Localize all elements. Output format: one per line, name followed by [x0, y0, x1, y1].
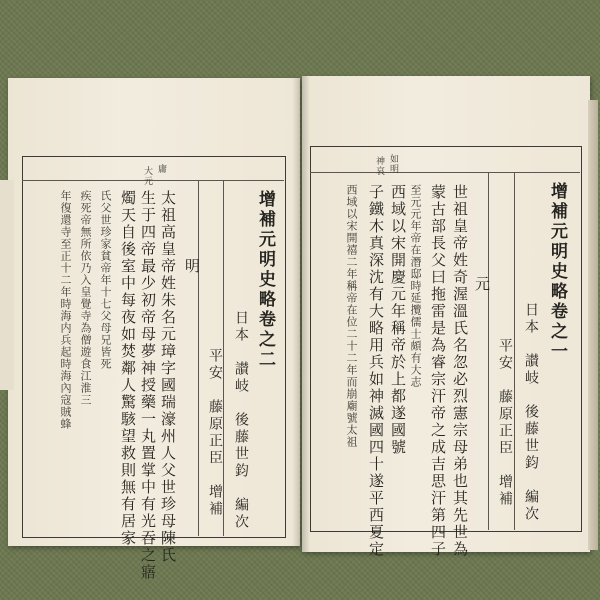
right-text-column: 西域以宋開禧二年稱帝在位二十二年而崩廟號太祖: [345, 184, 358, 448]
right-column-rule: [488, 172, 489, 530]
left-text-column: 氏父世珍家貧帝年十七父母兄皆死: [99, 190, 112, 370]
left-text-column: 生于四帝最少初帝母夢神授藥一丸置掌中有光吞之寤: [139, 190, 157, 581]
left-column-rule: [223, 180, 224, 536]
left-author-line: 日本 讃岐 後藤世鈞 編次: [233, 310, 249, 531]
right-author-line: 日本 讃岐 後藤世鈞 編次: [523, 302, 539, 523]
right-section-heading: 元: [473, 276, 491, 293]
right-text-column: 至元元年帝在潛邸時延攬儒士頗有大志: [409, 184, 422, 388]
right-text-column: 蒙古部長父曰拖雷是為睿宗汗帝之成吉思汗第四子: [429, 184, 447, 558]
left-author-line: 平安 藤原正臣 增補: [207, 348, 223, 518]
left-margin-note: 大元: [142, 166, 152, 186]
left-header-rule: [22, 180, 284, 181]
left-text-column: 太祖高皇帝姓朱名元璋字國瑞濠州人父世珍母陳氏: [159, 190, 177, 564]
right-page-title: 增補元明史略卷之一: [547, 182, 567, 362]
right-page: [302, 76, 590, 558]
right-text-column: 西域以宋開慶元年稱帝於上都遂國號: [389, 184, 407, 456]
right-header-rule: [310, 172, 580, 173]
left-leaf-edge: [0, 180, 14, 390]
right-margin-note: 神哀: [374, 156, 384, 176]
left-text-column: 燭天自後室中每夜如焚鄰人驚駭望救則無有居家: [119, 190, 137, 547]
left-column-rule: [198, 180, 199, 536]
left-page: [8, 78, 300, 581]
left-page-gutter-shadow: [292, 78, 300, 546]
left-text-column: 疾死帝無所依乃入皇覺寺為僧遊食江淮三: [79, 190, 92, 406]
right-column-rule: [514, 172, 515, 530]
right-leaf-stack-edge: [588, 100, 598, 550]
left-text-column: 年復還寺至正十二年時海内兵起時海內寇賊蜂: [59, 190, 72, 430]
right-margin-note: 如明: [388, 154, 398, 174]
left-margin-note: 庸: [156, 164, 166, 174]
left-page-title: 增補元明史略卷之二: [255, 190, 275, 370]
right-text-column: 世祖皇帝姓奇渥溫氏名忽必烈憲宗母弟也其先世為: [451, 184, 469, 558]
right-text-column: 子鐵木真深沈有大略用兵如神滅國四十遂平西夏定: [367, 184, 385, 558]
right-page-gutter-shadow: [302, 76, 310, 552]
right-author-line: 平安 藤原正臣 增補: [497, 338, 513, 508]
left-section-heading: 明: [183, 258, 201, 275]
